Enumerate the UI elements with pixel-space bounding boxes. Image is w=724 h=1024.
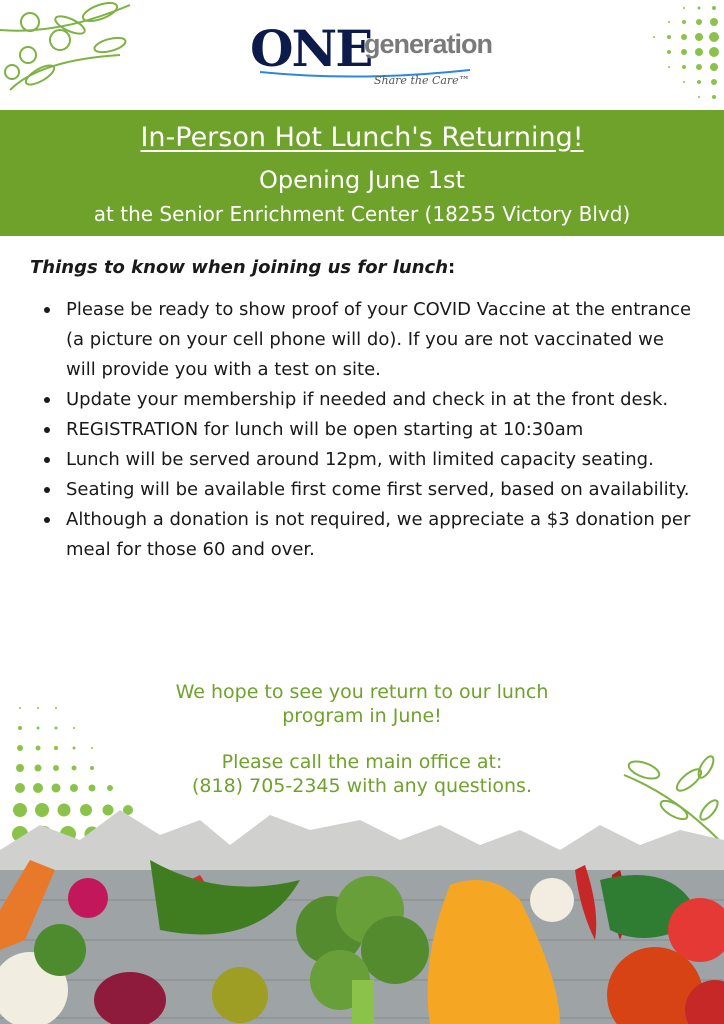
logo-tagline: Share the Care™ xyxy=(374,74,470,87)
logo-wordmark-generation: generation xyxy=(364,29,493,59)
organization-logo xyxy=(250,19,493,92)
info-list xyxy=(28,295,696,565)
contact-line: Please call the main office at: xyxy=(221,751,503,773)
list-item: Lunch will be served around 12pm, with limited capacity seating. xyxy=(28,445,696,475)
location-line: at the Senior Enrichment Center (18255 Victory Blvd) xyxy=(93,202,631,226)
list-item: Seating will be available first come first served, based on availability. xyxy=(28,475,696,505)
closing-line: program in June! xyxy=(282,705,442,727)
closing-line: We hope to see you return to our lunch xyxy=(175,681,549,703)
list-item: REGISTRATION for lunch will be open starting at 10:30am xyxy=(28,415,696,445)
page-title: In-Person Hot Lunch's Returning! xyxy=(140,122,584,153)
phone-number: (818) 705-2345 with any questions. xyxy=(192,775,532,797)
header-banner xyxy=(0,110,724,236)
section-heading: Things to know when joining us for lunch: xyxy=(30,257,456,278)
list-item: Although a donation is not required, we appreciate a $3 donation per meal for those 60 and over. xyxy=(28,505,696,565)
opening-date: Opening June 1st xyxy=(259,166,465,194)
leaf-branch-icon xyxy=(0,0,140,110)
dot-pattern xyxy=(634,0,724,110)
list-item: Please be ready to show proof of your COVID Vaccine at the entrance (a picture on your cell phone will do). If you are not vaccinated we will provide you with a test on site. xyxy=(28,295,696,385)
logo-wordmark-one: ONE xyxy=(250,19,372,78)
vegetables-illustration xyxy=(0,790,724,1024)
list-item: Update your membership if needed and check in at the front desk. xyxy=(28,385,696,415)
